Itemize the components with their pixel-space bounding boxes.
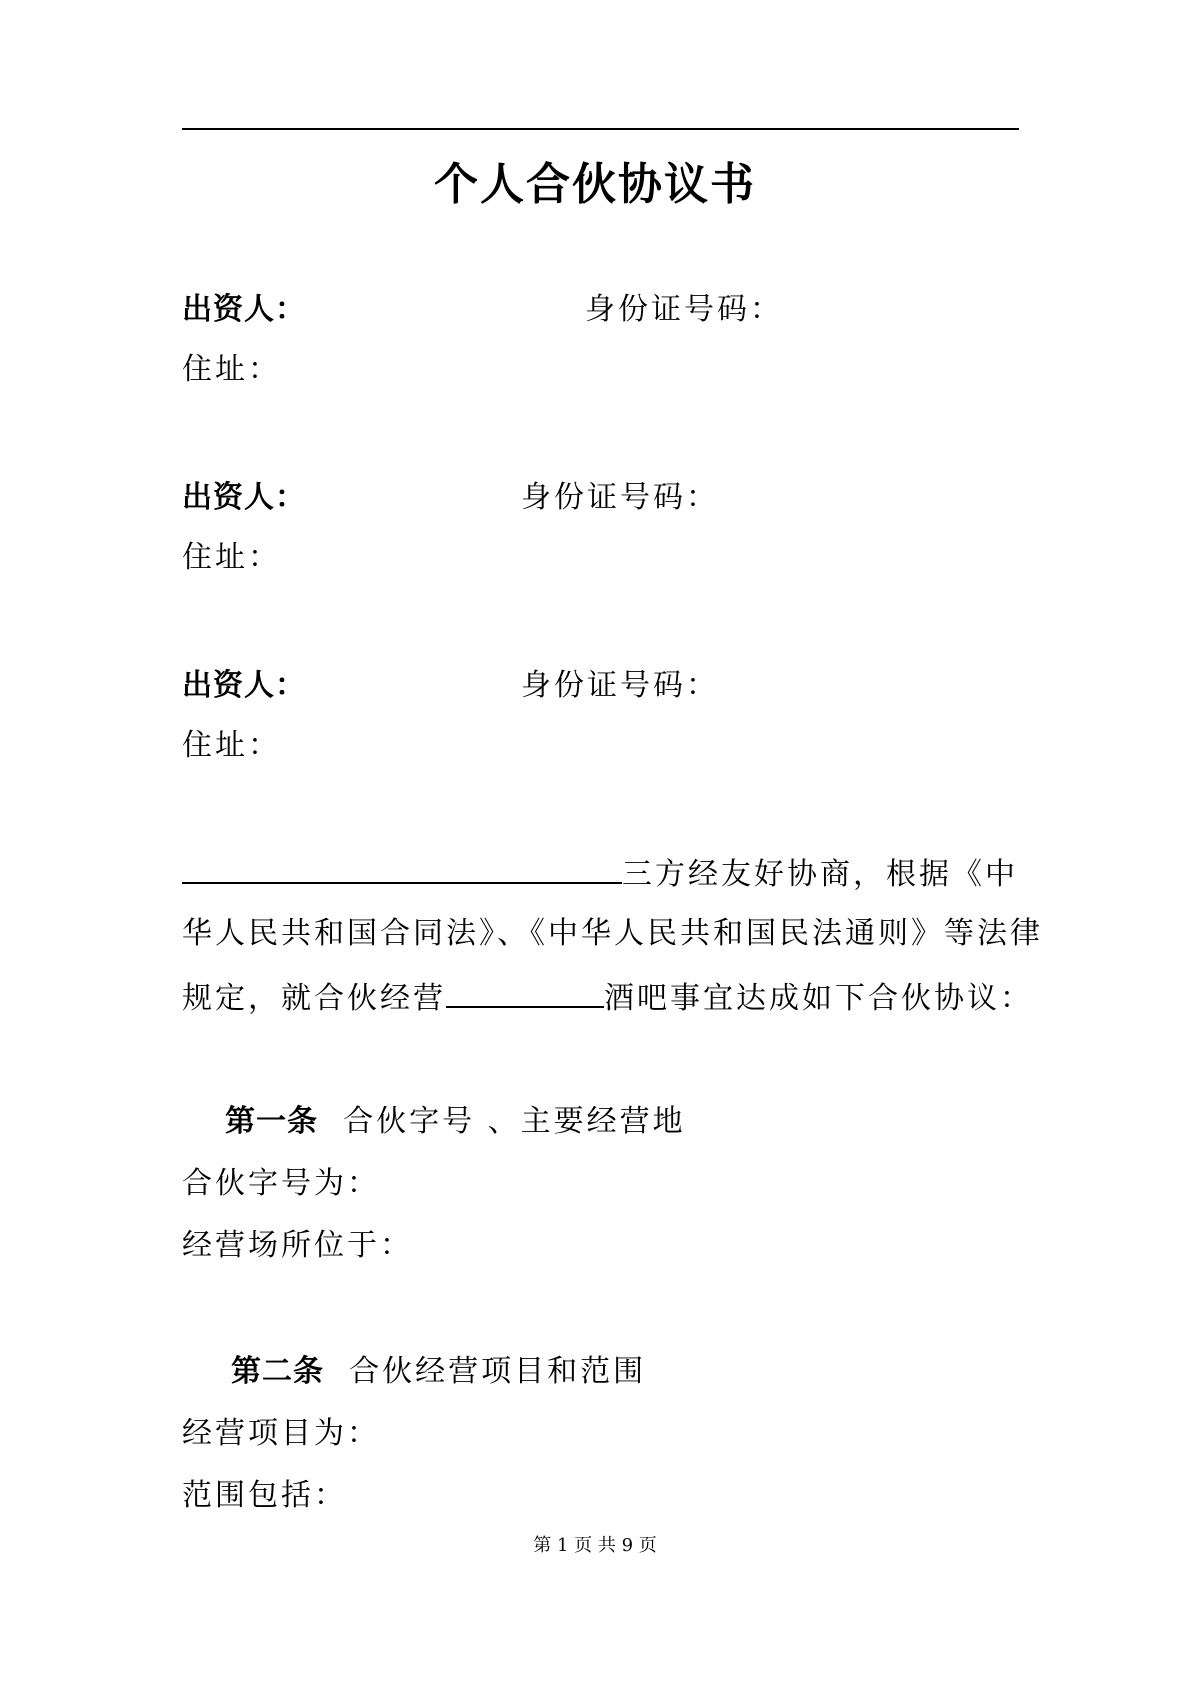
party-1-investor-label: 出资人：: [182, 292, 306, 327]
preamble-line-1-text: 三方经友好协商，根据《中: [622, 857, 1018, 892]
party-3-investor-label: 出资人：: [182, 668, 306, 703]
article-2-field-items: 经营项目为：: [182, 1416, 380, 1451]
article-1-heading-line: [225, 1102, 686, 1142]
party-2-investor-label: 出资人：: [182, 480, 306, 515]
preamble-line-1: [182, 852, 1018, 895]
article-1-field-location: 经营场所位于：: [182, 1228, 413, 1263]
article-2-heading-line: [231, 1352, 646, 1392]
party-3-address-label: 住址：: [182, 728, 281, 763]
article-1-number: 第一条: [225, 1104, 318, 1139]
preamble-line-2: 华人民共和国合同法》、《中华人民共和国民法通则》等法律: [182, 916, 1043, 951]
article-2-field-scope: 范围包括：: [182, 1478, 347, 1513]
article-1-field-name: 合伙字号为：: [182, 1166, 380, 1201]
party-1-id-label: 身份证号码：: [585, 292, 783, 327]
header-rule: [182, 128, 1019, 130]
party-1-address-label: 住址：: [182, 352, 281, 387]
preamble-line-3: [182, 976, 1033, 1019]
article-1-title: 合伙字号 、主要经营地: [343, 1104, 686, 1139]
parties-blank: [182, 852, 622, 884]
party-2-address-label: 住址：: [182, 540, 281, 575]
party-2-id-label: 身份证号码：: [521, 480, 719, 515]
article-2-number: 第二条: [231, 1354, 324, 1389]
document-title: 个人合伙协议书: [434, 159, 756, 210]
bar-name-blank: [446, 976, 604, 1008]
preamble-line-3-text-b: 酒吧事宜达成如下合伙协议：: [604, 981, 1033, 1016]
preamble-line-3-text-a: 规定，就合伙经营: [182, 981, 446, 1016]
article-2-title: 合伙经营项目和范围: [349, 1354, 647, 1389]
party-3-id-label: 身份证号码：: [521, 668, 719, 703]
page-number-footer: 第 1 页 共 9 页: [533, 1535, 657, 1556]
